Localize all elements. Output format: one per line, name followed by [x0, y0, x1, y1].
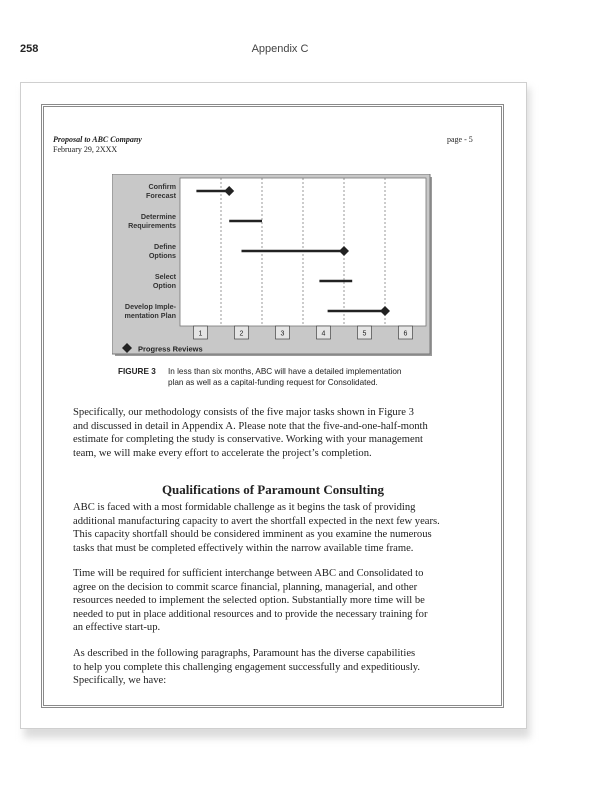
task-label-line: mentation Plan [124, 311, 176, 320]
running-header: Appendix C [251, 43, 309, 55]
caption-line-1: In less than six months, ABC will have a detailed implementation [168, 367, 402, 376]
text-line: estimate for completing the study is conservative. Working with your management [73, 434, 423, 446]
proposal-page-marker: page - 5 [447, 135, 473, 144]
task-label-line: Requirements [128, 221, 176, 230]
task-label-line: Options [148, 251, 176, 260]
task-label-line: Define [154, 242, 176, 251]
text-line: additional manufacturing capacity to avert the shortfall expected in the next few years. [73, 515, 440, 527]
task-label-line: Forecast [146, 191, 176, 200]
text-line: Specifically, we have: [73, 675, 167, 687]
text-line: an effective start-up. [73, 622, 161, 634]
task-label [124, 302, 176, 320]
figure-label: FIGURE 3 [118, 367, 156, 376]
task-label-line: Option [152, 281, 176, 290]
task-label [146, 182, 177, 200]
caption-line-2: plan as well as a capital-funding request for Consolidated. [168, 378, 378, 387]
legend-label: Progress Reviews [138, 344, 203, 354]
task-label-line: Confirm [148, 182, 176, 191]
text-line: and discussed in detail in Appendix A. Please note that the five-and-one-half-month [73, 420, 428, 432]
paragraph-capabilities [73, 647, 483, 688]
task-label-line: Select [154, 272, 176, 281]
text-line: This capacity shortfall should be considered imminent as you examine the numerous [73, 529, 432, 541]
x-tick-label: 2 [239, 330, 244, 338]
text-line: Specifically, our methodology consists of the five major tasks shown in Figure 3 [73, 407, 414, 418]
task-label [153, 272, 177, 290]
x-tick-label: 5 [362, 330, 367, 338]
text-line: needed to put in place additional resources and to provide the necessary training for [73, 608, 428, 620]
text-line: resources needed to implement the selected option. Substantially more time will be [73, 595, 425, 607]
gantt-chart [112, 174, 432, 356]
proposal-date: February 29, 2XXX [53, 145, 118, 154]
proposal-header [53, 135, 142, 155]
task-label-line: Develop Imple- [124, 302, 176, 311]
task-label-line: Determine [140, 212, 176, 221]
paragraph-time [73, 567, 483, 635]
text-line: to help you complete this challenging engagement successfully and expeditiously. [73, 661, 421, 673]
x-tick-label: 3 [280, 330, 285, 338]
figure-caption [118, 366, 448, 388]
text-line: tasks that must be completed effectively within the narrow available time frame. [73, 542, 414, 554]
text-line: ABC is faced with a most formidable challenge as it begins the task of providing [73, 502, 416, 513]
text-line: team, we will make every effort to accelerate the project’s completion. [73, 447, 372, 459]
section-heading: Qualifications of Paramount Consulting [161, 482, 385, 497]
book-page-number: 258 [20, 43, 39, 55]
paragraph-challenge [73, 501, 483, 555]
x-tick-label: 6 [403, 330, 408, 338]
proposal-to-line: Proposal to ABC Company [53, 135, 142, 144]
x-tick-label: 4 [321, 330, 326, 338]
text-line: As described in the following paragraphs, Paramount has the diverse capabilities [73, 648, 416, 659]
text-line: Time will be required for sufficient interchange between ABC and Consolidated to [73, 568, 424, 579]
paragraph-methodology [73, 406, 483, 460]
text-line: agree on the decision to commit scarce financial, planning, managerial, and other [73, 581, 418, 593]
x-tick-label: 1 [198, 330, 203, 338]
